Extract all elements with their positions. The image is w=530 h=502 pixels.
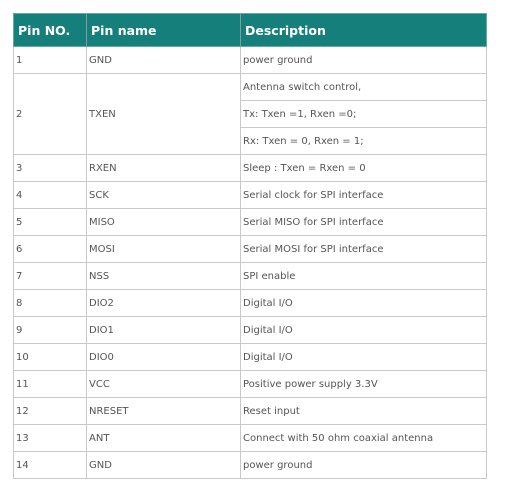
pin-number-cell: 9 <box>14 317 87 344</box>
pin-name-cell: MISO <box>87 209 241 236</box>
header-pin-no: Pin NO. <box>14 14 87 47</box>
pin-description-cell: power ground <box>241 47 487 74</box>
pin-description-cell: Positive power supply 3.3V <box>241 371 487 398</box>
pin-description-cell: Serial MOSI for SPI interface <box>241 236 487 263</box>
table-row <box>14 452 487 479</box>
pin-description-cell: Digital I/O <box>241 317 487 344</box>
pin-name-cell: NSS <box>87 263 241 290</box>
pin-number-cell: 3 <box>14 155 87 182</box>
table-row <box>14 317 487 344</box>
pin-number-cell: 4 <box>14 182 87 209</box>
pin-name-cell: RXEN <box>87 155 241 182</box>
table-row <box>14 155 487 182</box>
pin-description-cell: Digital I/O <box>241 344 487 371</box>
table-row <box>14 209 487 236</box>
pin-number-cell: 7 <box>14 263 87 290</box>
pin-name-cell: VCC <box>87 371 241 398</box>
pin-description-cell: Tx: Txen =1, Rxen =0; <box>241 101 487 128</box>
pin-number-cell: 11 <box>14 371 87 398</box>
pin-table-body <box>14 47 487 479</box>
header-pin-name: Pin name <box>87 14 241 47</box>
pin-name-cell: DIO2 <box>87 290 241 317</box>
pin-description-cell: Rx: Txen = 0, Rxen = 1; <box>241 128 487 155</box>
pin-number-cell: 1 <box>14 47 87 74</box>
pin-name-cell: MOSI <box>87 236 241 263</box>
header-description: Description <box>241 14 487 47</box>
pin-name-cell: GND <box>87 452 241 479</box>
pin-description-cell: SPI enable <box>241 263 487 290</box>
pin-number-cell: 5 <box>14 209 87 236</box>
table-row <box>14 263 487 290</box>
pin-number-cell: 8 <box>14 290 87 317</box>
table-row <box>14 398 487 425</box>
pin-table-header <box>14 14 487 47</box>
table-row <box>14 290 487 317</box>
pin-number-cell: 12 <box>14 398 87 425</box>
pin-number-cell: 6 <box>14 236 87 263</box>
pin-number-cell: 13 <box>14 425 87 452</box>
table-row <box>14 425 487 452</box>
table-row <box>14 74 487 101</box>
pin-description-cell: Digital I/O <box>241 290 487 317</box>
table-row <box>14 344 487 371</box>
table-row <box>14 182 487 209</box>
pin-name-cell: ANT <box>87 425 241 452</box>
pin-description-cell: Serial MISO for SPI interface <box>241 209 487 236</box>
pin-description-cell: Connect with 50 ohm coaxial antenna <box>241 425 487 452</box>
pin-description-cell: Serial clock for SPI interface <box>241 182 487 209</box>
pin-name-cell: NRESET <box>87 398 241 425</box>
header-row <box>14 14 487 47</box>
table-row <box>14 47 487 74</box>
pin-description-cell: Sleep : Txen = Rxen = 0 <box>241 155 487 182</box>
table-row <box>14 236 487 263</box>
pin-name-cell: DIO1 <box>87 317 241 344</box>
pin-description-cell: power ground <box>241 452 487 479</box>
pin-number-cell: 14 <box>14 452 87 479</box>
pin-number-cell: 10 <box>14 344 87 371</box>
pin-name-cell: SCK <box>87 182 241 209</box>
pin-description-cell: Reset input <box>241 398 487 425</box>
table-row <box>14 371 487 398</box>
pin-name-cell: DIO0 <box>87 344 241 371</box>
pin-number-cell: 2 <box>14 74 87 155</box>
pin-table-container <box>13 13 486 479</box>
pin-name-cell: GND <box>87 47 241 74</box>
pin-name-cell: TXEN <box>87 74 241 155</box>
pin-table <box>13 13 487 479</box>
pin-description-cell: Antenna switch control, <box>241 74 487 101</box>
